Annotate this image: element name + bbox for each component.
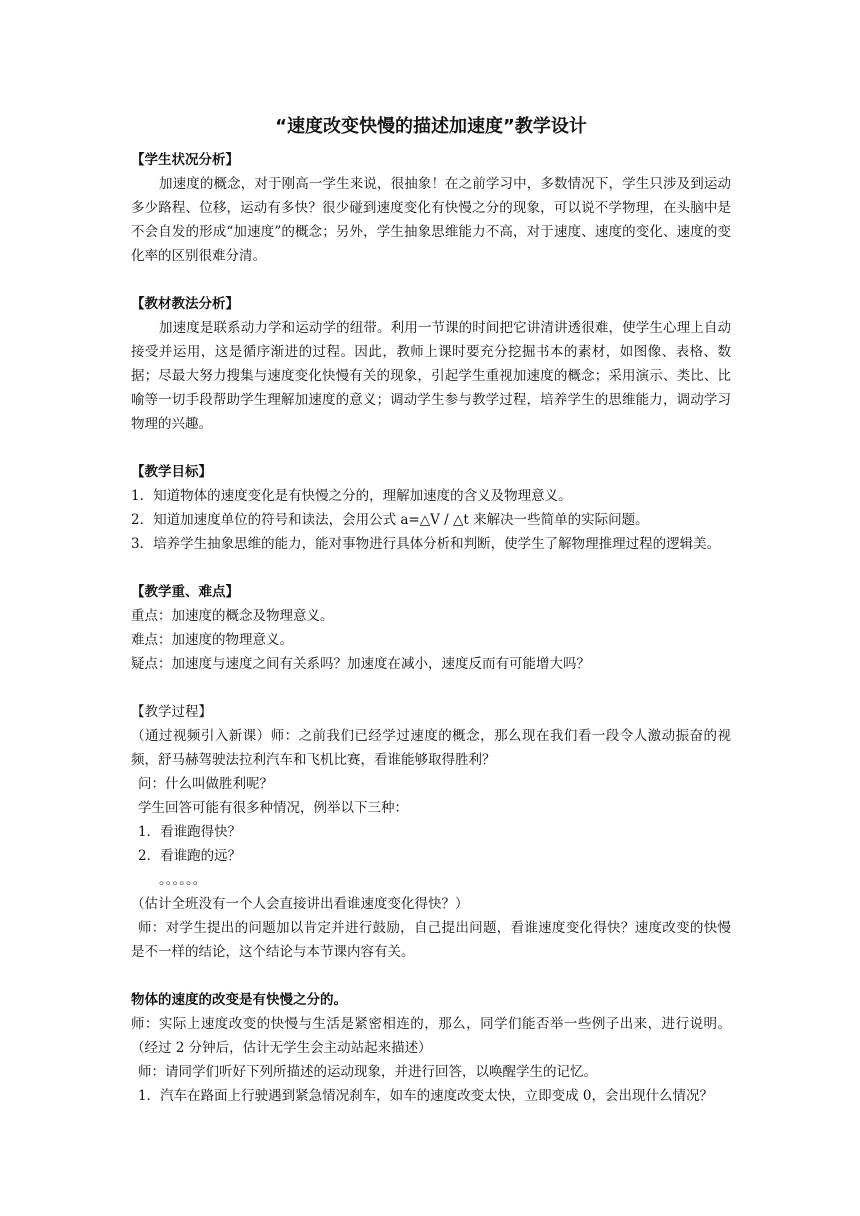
bold-statement: 物体的速度的改变是有快慢之分的。 xyxy=(131,992,347,1008)
goal-item: 1．知道物体的速度变化是有快慢之分的，理解加速度的含义及物理意义。 xyxy=(131,488,572,504)
section-heading: 【教材教法分析】 xyxy=(131,296,239,312)
process-estimate: （估计全班没有一个人会直接讲出看谁速度变化得快？） xyxy=(131,896,469,912)
process-question: 问：什么叫做胜利呢？ xyxy=(138,776,273,792)
goal-item: 3．培养学生抽象思维的能力，能对事物进行具体分析和判断，使学生了解物理推理过程的逻辑美。 xyxy=(131,536,721,552)
blank-line xyxy=(131,676,731,700)
document-page xyxy=(131,112,749,1108)
goal-item: 2．知道加速度单位的符号和读法，会用公式 a=△V / △t 来解决一些简单的实际问题。 xyxy=(131,512,649,528)
section-teaching-goals xyxy=(131,460,731,556)
blank-line xyxy=(131,436,731,460)
teacher-listen: 师：请同学们听好下列所描述的运动现象，并进行回答，以唤醒学生的记忆。 xyxy=(138,1064,597,1080)
teacher-comment: 师：对学生提出的问题加以肯定并进行鼓励，自己提出问题，看谁速度变化得快？速度改变的快慢是不一样的结论，这个结论与本节课内容有关。 xyxy=(131,920,731,960)
section-material-analysis xyxy=(131,292,731,436)
section-paragraph: 加速度是联系动力学和运动学的纽带。利用一节课的时间把它讲清讲透很难，使学生心理上自动接受并运用，这是循序渐进的过程。因此，教师上课时要充分挖掘书本的素材，如图像、表格、数据；尽最大努力搜集与速度变化快慢有关的现象，引起学生重视加速度的概念；采用演示、类比、比喻等一切手段帮助学生理解加速度的意义；调动学生参与教学过程，培养学生的思维能力，调动学习物理的兴趣。 xyxy=(131,320,731,432)
section-key-points xyxy=(131,580,731,676)
teacher-example: 师：实际上速度改变的快慢与生活是紧密相连的，那么，同学们能否举一些例子出来，进行说明。 （经过 2 分钟后，估计无学生会主动站起来描述） xyxy=(131,1016,749,1056)
key-point: 重点：加速度的概念及物理意义。 xyxy=(131,608,334,624)
section-teaching-process xyxy=(131,700,749,1108)
answer-item: 1．看谁跑得快？ xyxy=(138,824,242,840)
blank-line xyxy=(131,556,731,580)
ellipsis-line: 。。。。。。 xyxy=(159,872,207,888)
section-paragraph: 加速度的概念，对于刚高一学生来说，很抽象！在之前学习中，多数情况下，学生只涉及到运动多少路程、位移，运动有多快？很少碰到速度变化有快慢之分的现象，可以说不学物理，在头脑中是不会自发的形成“加速度”的概念；另外，学生抽象思维能力不高，对于速度、速度的变化、速度的变化率的区别很难分清。 xyxy=(131,176,731,264)
document-title: “速度改变快慢的描述加速度”教学设计 xyxy=(275,116,587,137)
section-heading: 【学生状况分析】 xyxy=(131,152,239,168)
case-item: 1．汽车在路面上行驶遇到紧急情况刹车，如车的速度改变太快，立即变成 0，会出现什么情况？ xyxy=(138,1088,713,1104)
section-heading: 【教学目标】 xyxy=(131,464,212,480)
doubt-point: 疑点：加速度与速度之间有关系吗？加速度在减小，速度反而有可能增大吗？ xyxy=(131,656,590,672)
answer-item: 2．看谁跑的远？ xyxy=(138,848,242,864)
process-intro: （通过视频引入新课）师：之前我们已经学过速度的概念，那么现在我们看一段令人激动振奋的视频，舒马赫驾驶法拉利汽车和飞机比赛，看谁能够取得胜利？ xyxy=(131,728,731,768)
section-student-analysis xyxy=(131,148,731,268)
section-heading: 【教学过程】 xyxy=(131,704,212,720)
blank-line xyxy=(131,964,731,988)
process-answer-intro: 学生回答可能有很多种情况，例举以下三种： xyxy=(138,800,408,816)
section-heading: 【教学重、难点】 xyxy=(131,584,239,600)
blank-line xyxy=(131,268,731,292)
difficult-point: 难点：加速度的物理意义。 xyxy=(131,632,293,648)
